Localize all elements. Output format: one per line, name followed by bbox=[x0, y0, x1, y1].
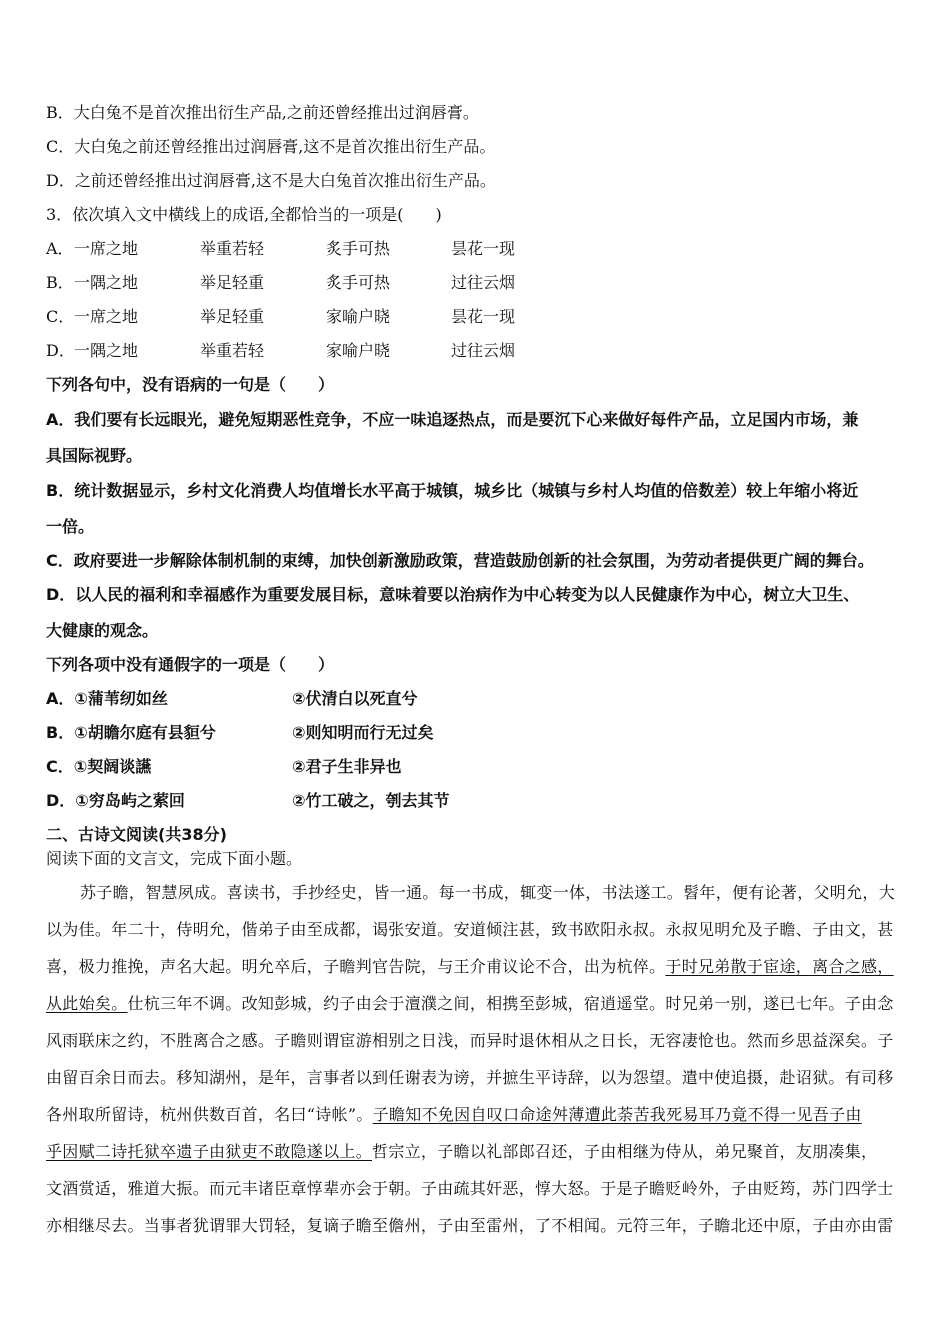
q4-stem: 下列各句中，没有语病的一句是（ ） bbox=[46, 375, 335, 394]
passage-text: 仕杭三年不调。改知彭城，约子由会于澶濮之间，相携至彭城，宿逍遥堂。时兄弟一别，遂已七年。子由念 bbox=[127, 994, 894, 1013]
option-right: ②君子生非异也 bbox=[292, 757, 402, 776]
idiom-3: 家喻户晓 bbox=[326, 307, 391, 326]
option-left: B．①胡瞻尔庭有县貆兮 bbox=[46, 723, 216, 742]
idiom-4: 昙花一现 bbox=[451, 239, 516, 258]
passage-text: 喜，极力推挽，声名大起。明允卒后，子瞻判官告院，与王介甫议论不合，出为杭倅。 bbox=[46, 957, 666, 976]
option-label: C． bbox=[46, 307, 75, 326]
passage-line bbox=[46, 1142, 906, 1162]
q2-option-c: C．大白兔之前还曾经推出过润唇膏,这不是首次推出衍生产品。 bbox=[46, 137, 496, 156]
option-label: B． bbox=[46, 273, 74, 292]
option-label: A． bbox=[46, 239, 74, 258]
option-left: D．①穷岛屿之萦回 bbox=[46, 791, 185, 810]
passage-line: 风雨联床之约，不胜离合之感。子瞻则谓宦游相别之日浅，而异时退休相从之日长，无容凄怆也。然而乡思益深矣。子 bbox=[46, 1031, 894, 1050]
idiom-4: 昙花一现 bbox=[451, 307, 516, 326]
q3-stem: 3．依次填入文中横线上的成语,全都恰当的一项是( ) bbox=[46, 205, 442, 224]
passage-line: 以为佳。年二十，侍明允，偕弟子由至成都，谒张安道。安道倾注甚，致书欧阳永叔。永叔见明允及子瞻、子由文，甚 bbox=[46, 920, 894, 939]
passage-line bbox=[46, 1105, 906, 1125]
passage-line: 由留百余日而去。移知湖州，是年，言事者以到任谢表为谤，并摭生平诗辞，以为怨望。遣中使追摄，赴诏狱。有司移 bbox=[46, 1068, 894, 1087]
option-left: C．①契阔谈讌 bbox=[46, 757, 152, 776]
idiom-3: 炙手可热 bbox=[326, 239, 391, 258]
underlined-sentence: 于时兄弟散于宦途，离合之感， bbox=[665, 957, 894, 976]
underlined-sentence: 乎因赋二诗托狱卒遗子由狱吏不敢隐遂以上。 bbox=[46, 1142, 373, 1161]
q4-option-b-line2: 一倍。 bbox=[46, 517, 95, 536]
idiom-2: 举足轻重 bbox=[200, 273, 265, 292]
passage-line: 苏子瞻，智慧夙成。喜读书，手抄经史，皆一通。每一书成，辄变一体，书法遂工。髫年，便有论著，父明允，大 bbox=[80, 883, 896, 902]
section-instruction: 阅读下面的文言文，完成下面小题。 bbox=[46, 849, 303, 868]
underlined-sentence: 从此始矣。 bbox=[46, 994, 128, 1013]
idiom-4: 过往云烟 bbox=[451, 273, 516, 292]
q4-option-a-line2: 具国际视野。 bbox=[46, 446, 143, 465]
q4-option-d-line2: 大健康的观念。 bbox=[46, 621, 159, 640]
passage-line: 文酒赏适，雅道大振。而元丰诸臣章惇辈亦会于朝。子由疏其奸恶，惇大怒。于是子瞻贬岭外，子由贬筠，苏门四学士 bbox=[46, 1179, 894, 1198]
idiom-3: 炙手可热 bbox=[326, 273, 391, 292]
option-right: ②伏清白以死直兮 bbox=[292, 689, 418, 708]
option-right: ②竹工破之，刳去其节 bbox=[292, 791, 450, 810]
q2-option-b: B．大白兔不是首次推出衍生产品,之前还曾经推出过润唇膏。 bbox=[46, 103, 479, 122]
idiom-2: 举重若轻 bbox=[200, 341, 265, 360]
option-left: A．①蒲苇纫如丝 bbox=[46, 689, 168, 708]
option-label: D． bbox=[46, 341, 75, 360]
passage-line bbox=[46, 994, 906, 1014]
idiom-2: 举重若轻 bbox=[200, 239, 265, 258]
passage-line bbox=[46, 957, 906, 977]
q5-stem: 下列各项中没有通假字的一项是（ ） bbox=[46, 655, 335, 674]
idiom-4: 过往云烟 bbox=[451, 341, 516, 360]
idiom-3: 家喻户晓 bbox=[326, 341, 391, 360]
underlined-sentence: 子瞻知不免因自叹口命途舛薄遭此荼苦我死易耳乃竟不得一见吾子由 bbox=[372, 1105, 862, 1124]
idiom-2: 举足轻重 bbox=[200, 307, 265, 326]
section-heading: 二、古诗文阅读(共38分) bbox=[46, 825, 227, 844]
idiom-1: 一席之地 bbox=[74, 239, 139, 258]
idiom-1: 一隅之地 bbox=[74, 273, 139, 292]
q4-option-b-line1: B．统计数据显示，乡村文化消费人均值增长水平高于城镇，城乡比（城镇与乡村人均值的倍数差）较上年缩小将近 bbox=[46, 481, 859, 500]
passage-line: 亦相继尽去。当事者犹谓罪大罚轻，复谪子瞻至儋州，子由至雷州，了不相闻。元符三年，子瞻北还中原，子由亦由雷 bbox=[46, 1216, 894, 1235]
passage-text: 哲宗立，子瞻以礼部郎召还，子由相继为侍从，弟兄聚首，友朋凑集， bbox=[372, 1142, 878, 1161]
idiom-1: 一隅之地 bbox=[74, 341, 139, 360]
q4-option-a-line1: A．我们要有长远眼光，避免短期恶性竞争，不应一味追逐热点，而是要沉下心来做好每件产品，立足国内市场，兼 bbox=[46, 410, 859, 429]
q2-option-d: D．之前还曾经推出过润唇膏,这不是大白兔首次推出衍生产品。 bbox=[46, 171, 496, 190]
option-right: ②则知明而行无过矣 bbox=[292, 723, 434, 742]
q4-option-d-line1: D．以人民的福利和幸福感作为重要发展目标，意味着要以治病作为中心转变为以人民健康作为中心，树立大卫生、 bbox=[46, 585, 860, 604]
passage-text: 各州取所留诗，杭州供数百首，名曰“诗帐”。 bbox=[46, 1105, 373, 1124]
idiom-1: 一席之地 bbox=[74, 307, 139, 326]
q4-option-c: C．政府要进一步解除体制机制的束缚，加快创新激励政策，营造鼓励创新的社会氛围，为劳动者提供更广阔的舞台。 bbox=[46, 551, 874, 570]
